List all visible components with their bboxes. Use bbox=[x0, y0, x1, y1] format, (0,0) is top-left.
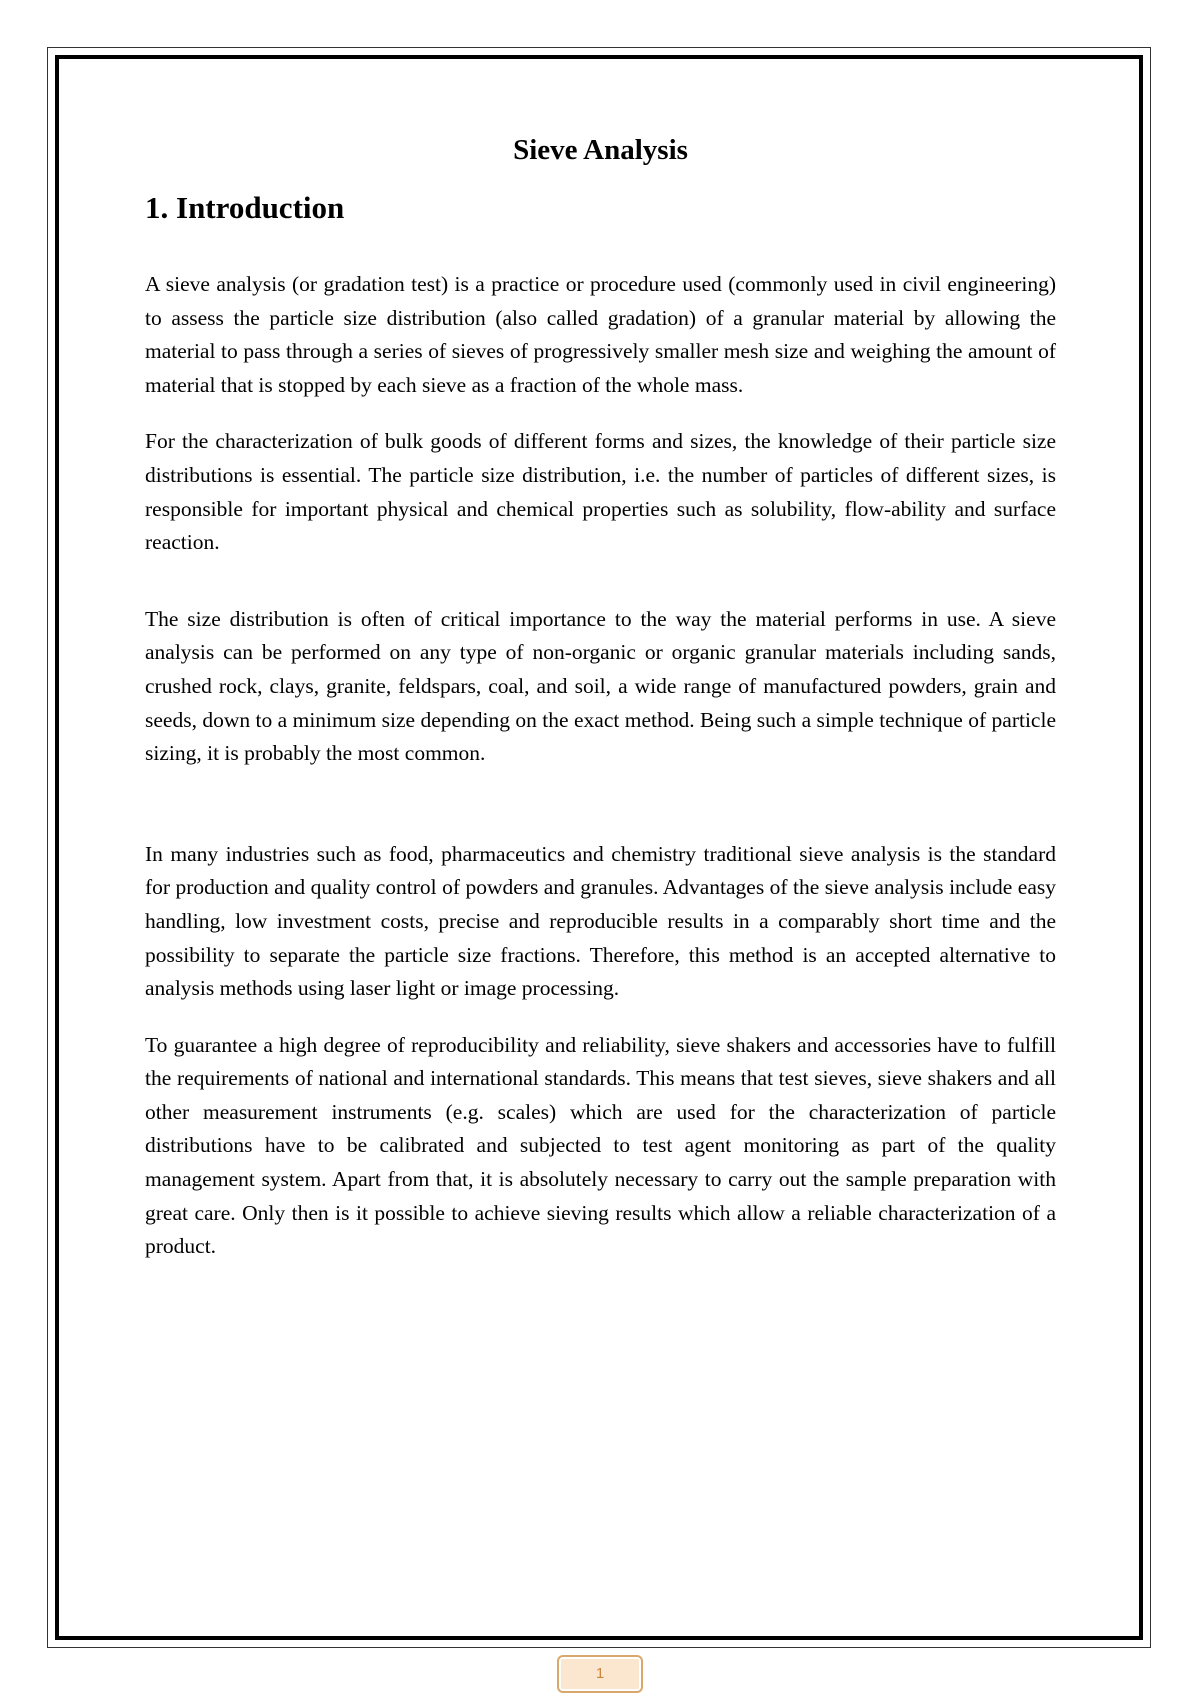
paragraph: In many industries such as food, pharmaceutics and chemistry traditional sieve analysis is the standard for production and quality control of powders and granules. Advantages of the sieve analysis include easy handling, low investment costs, precise and reproducible results in a comparably short time and the possibility to separate the particle size fractions. Therefore, this method is an accepted alternative to analysis methods using laser light or image processing. bbox=[145, 841, 1056, 1001]
section-heading: 1. Introduction bbox=[145, 190, 345, 225]
document-body bbox=[145, 128, 1056, 1264]
page-number: 1 bbox=[557, 1655, 643, 1693]
paragraph: A sieve analysis (or gradation test) is a practice or procedure used (commonly used in civil engineering) to assess the particle size distribution (also called gradation) of a granular material by allowing the material to pass through a series of sieves of progressively smaller mesh size and weighing the amount of material that is stopped by each sieve as a fraction of the whole mass. bbox=[145, 272, 1056, 397]
paragraph: To guarantee a high degree of reproducibility and reliability, sieve shakers and accessories have to fulfill the requirements of national and international standards. This means that test sieves, sieve shakers and all other measurement instruments (e.g. scales) which are used for the characterization of particle distributions have to be calibrated and subjected to test agent monitoring as part of the quality management system. Apart from that, it is absolutely necessary to carry out the sample preparation with great care. Only then is it possible to achieve sieving results which allow a reliable characterization of a product. bbox=[145, 1032, 1056, 1259]
document-title: Sieve Analysis bbox=[513, 134, 688, 166]
paragraph: The size distribution is often of critical importance to the way the material performs in use. A sieve analysis can be performed on any type of non-organic or organic granular materials including sands, crushed rock, clays, granite, feldspars, coal, and soil, a wide range of manufactured powders, grain and seeds, down to a minimum size depending on the exact method. Being such a simple technique of particle sizing, it is probably the most common. bbox=[145, 606, 1056, 766]
paragraph: For the characterization of bulk goods of different forms and sizes, the knowledge of their particle size distributions is essential. The particle size distribution, i.e. the number of particles of different sizes, is responsible for important physical and chemical properties such as solubility, flow-ability and surface reaction. bbox=[145, 429, 1056, 555]
